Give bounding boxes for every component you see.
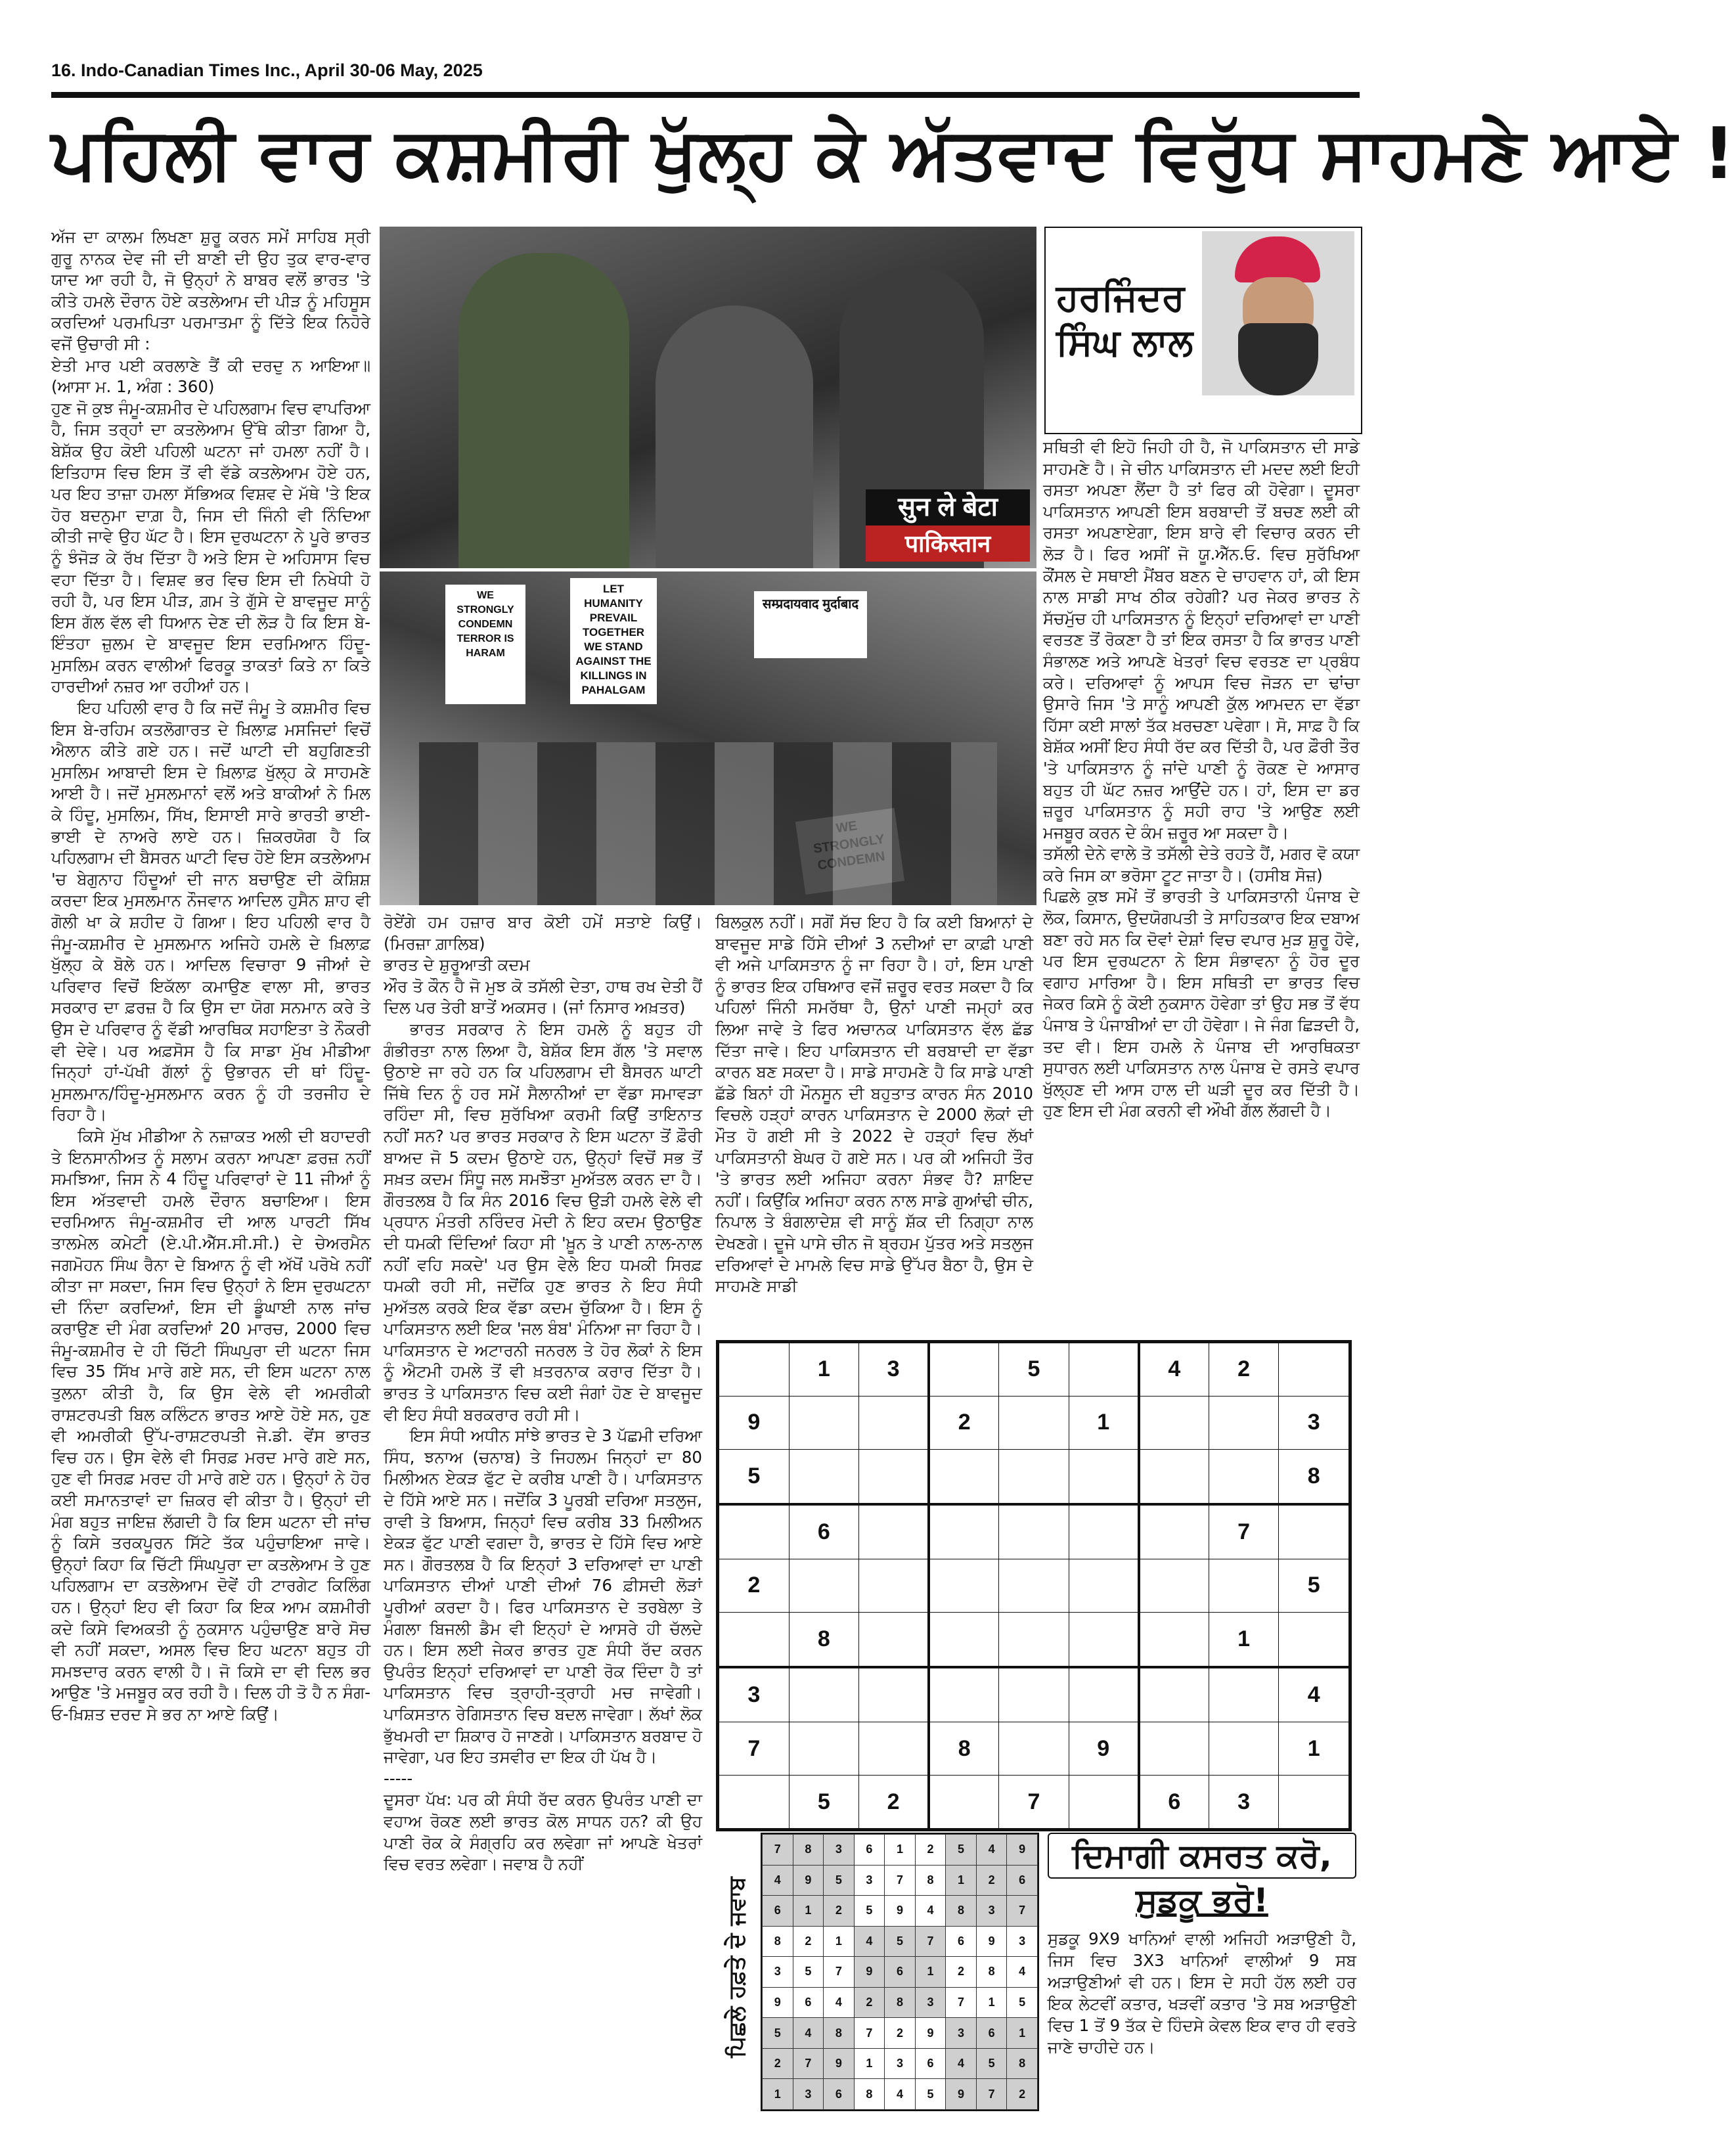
grid-cell[interactable] <box>929 1504 999 1559</box>
grid-cell[interactable] <box>719 1504 790 1559</box>
grid-cell[interactable]: 3 <box>1209 1776 1279 1829</box>
grid-cell: 6 <box>824 2079 855 2110</box>
grid-cell: 3 <box>885 2048 916 2079</box>
grid-cell: 6 <box>885 1957 916 1988</box>
grid-cell: 4 <box>976 1835 1007 1866</box>
grid-cell[interactable] <box>789 1559 859 1613</box>
grid-cell: 8 <box>763 1926 793 1957</box>
grid-cell: 5 <box>793 1957 824 1988</box>
sign-text: सुन ले बेटा <box>898 493 998 522</box>
paragraph: ਪਿਛਲੇ ਕੁਝ ਸਮੇਂ ਤੋਂ ਭਾਰਤੀ ਤੇ ਪਾਕਿਸਤਾਨੀ ਪੰਜਾਬ ਦੇ ਲੋਕ, ਕਿਸਾਨ, ਉਦਯੋਗਪਤੀ ਤੇ ਸਾਹਿਤਕਾਰ ਇਕ ਦਬਾਅ ਬਣਾ ਰਹੇ ਸਨ ਕਿ ਦੋਵਾਂ ਦੇਸ਼ਾਂ ਵਿਚ ਵਪਾਰ ਮੁੜ ਸ਼ੁਰੂ ਹੋਵੇ, ਪਰ ਇਸ ਦੁਰਘਟਨਾ ਨੇ ਇਸ ਸੰਭਾਵਨਾ ਨੂੰ ਹੋਰ ਦੂਰ ਵਗਾਹ ਮਾਰਿਆ ਹੈ। ਇਸ ਸਥਿਤੀ ਦਾ ਭਾਰਤ ਵਿਚ ਜੇਕਰ ਕਿਸੇ ਨੂੰ ਕੋਈ ਨੁਕਸਾਨ ਹੋਵੇਗਾ ਤਾਂ ਉਹ ਸਭ ਤੋਂ ਵੱਧ ਪੰਜਾਬ ਤੇ ਪੰਜਾਬੀਆਂ ਦਾ ਹੀ ਹੋਵੇਗਾ। ਜੇ ਜੰਗ ਛਿੜਦੀ ਹੈ, ਤਦ ਵੀ। ਇਸ ਹਮਲੇ ਨੇ ਪੰਜਾਬ ਦੀ ਆਰਥਿਕਤਾ ਸੁਧਾਰਨ ਲਈ ਪਾਕਿਸਤਾਨ ਨਾਲ ਪੰਜਾਬ ਦੇ ਰਸਤੇ ਵਪਾਰ ਖੁੱਲ੍ਹਣ ਦੀ ਆਸ ਹਾਲ ਦੀ ਘੜੀ ਦੂਰ ਕਰ ਦਿੱਤੀ ਹੈ। ਹੁਣ ਇਸ ਦੀ ਮੰਗ ਕਰਨੀ ਵੀ ਔਖੀ ਗੱਲ ਲੱਗਦੀ ਹੈ। <box>1043 887 1360 1121</box>
grid-cell: 1 <box>946 1865 977 1896</box>
grid-row <box>763 2079 1038 2110</box>
grid-cell[interactable] <box>999 1449 1069 1504</box>
grid-cell: 2 <box>946 1957 977 1988</box>
grid-cell[interactable] <box>1069 1612 1139 1667</box>
grid-cell: 5 <box>1007 1987 1038 2018</box>
author-name-line: ਸਿੰਘ ਲਾਲ <box>1056 321 1193 364</box>
grid-cell[interactable]: 5 <box>719 1449 790 1504</box>
grid-cell: 6 <box>854 1835 885 1866</box>
grid-cell[interactable] <box>1069 1449 1139 1504</box>
grid-cell[interactable] <box>789 1449 859 1504</box>
grid-cell: 8 <box>824 2018 855 2049</box>
grid-cell: 3 <box>915 1987 946 2018</box>
grid-cell: 3 <box>793 2079 824 2110</box>
article-column-4 <box>1043 437 1360 1330</box>
grid-cell[interactable] <box>999 1612 1069 1667</box>
grid-cell: 4 <box>885 2079 916 2110</box>
grid-cell: 4 <box>946 2048 977 2079</box>
article-column-1 <box>51 227 370 2105</box>
grid-cell[interactable] <box>859 1612 929 1667</box>
grid-cell: 1 <box>885 1835 916 1866</box>
sign-text: पाकिस्तान <box>866 525 1030 562</box>
paragraph: ਭਾਰਤ ਸਰਕਾਰ ਨੇ ਇਸ ਹਮਲੇ ਨੂੰ ਬਹੁਤ ਹੀ ਗੰਭੀਰਤਾ ਨਾਲ ਲਿਆ ਹੈ, ਬੇਸ਼ੱਕ ਇਸ ਗੱਲ 'ਤੇ ਸਵਾਲ ਉਠਾਏ ਜਾ ਰਹੇ ਹਨ ਕਿ ਪਹਿਲਗਾਮ ਦੀ ਬੈਸਰਨ ਘਾਟੀ ਜਿੱਥੇ ਦਿਨ ਨੂੰ ਹਰ ਸਮੇਂ ਸੈਲਾਨੀਆਂ ਦਾ ਵੱਡਾ ਸਮਾਵੜਾ ਰਹਿੰਦਾ ਸੀ, ਵਿਚ ਸੁਰੱਖਿਆ ਕਰਮੀ ਕਿਉਂ ਤਾਇਨਾਤ ਨਹੀਂ ਸਨ? ਪਰ ਭਾਰਤ ਸਰਕਾਰ ਨੇ ਇਸ ਘਟਨਾ ਤੋਂ ਫ਼ੌਰੀ ਬਾਅਦ ਜੋ 5 ਕਦਮ ਉਠਾਏ ਹਨ, ਉਨ੍ਹਾਂ ਵਿਚੋਂ ਸਭ ਤੋਂ ਸਖ਼ਤ ਕਦਮ ਸਿੰਧੂ ਜਲ ਸਮਝੌਤਾ ਮੁਅੱਤਲ ਕਰਨ ਦਾ ਹੈ। ਗੌਰਤਲਬ ਹੈ ਕਿ ਸੰਨ 2016 ਵਿਚ ਉੜੀ ਹਮਲੇ ਵੇਲੇ ਵੀ ਪ੍ਰਧਾਨ ਮੰਤਰੀ ਨਰਿੰਦਰ ਮੋਦੀ ਨੇ ਇਹ ਕਦਮ ਉਠਾਉਣ ਦੀ ਧਮਕੀ ਦਿੰਦਿਆਂ ਕਿਹਾ ਸੀ 'ਖ਼ੂਨ ਤੇ ਪਾਣੀ ਨਾਲ-ਨਾਲ ਨਹੀਂ ਵਹਿ ਸਕਦੇ' ਪਰ ਉਸ ਵੇਲੇ ਇਹ ਧਮਕੀ ਸਿਰਫ਼ ਧਮਕੀ ਰਹੀ ਸੀ, ਜਦੋਂਕਿ ਹੁਣ ਭਾਰਤ ਨੇ ਇਹ ਸੰਧੀ ਮੁਅੱਤਲ ਕਰਕੇ ਇਕ ਵੱਡਾ ਕਦਮ ਚੁੱਕਿਆ ਹੈ। ਇਸ ਨੂੰ ਪਾਕਿਸਤਾਨ ਲਈ ਇਕ 'ਜਲ ਬੰਬ' ਮੰਨਿਆ ਜਾ ਰਿਹਾ ਹੈ। ਪਾਕਿਸਤਾਨ ਦੇ ਅਟਾਰਨੀ ਜਨਰਲ ਤੇ ਹੋਰ ਲੋਕਾਂ ਨੇ ਇਸ ਨੂੰ ਐਟਮੀ ਹਮਲੇ ਤੋਂ ਵੀ ਖ਼ਤਰਨਾਕ ਕਰਾਰ ਦਿੱਤਾ ਹੈ। ਭਾਰਤ ਤੇ ਪਾਕਿਸਤਾਨ ਵਿਚ ਕਈ ਜੰਗਾਂ ਹੋਣ ਦੇ ਬਾਵਜੂਦ ਵੀ ਇਹ ਸੰਧੀ ਬਰਕਰਾਰ ਰਹੀ ਸੀ। <box>384 1019 702 1424</box>
grid-row <box>763 1865 1038 1896</box>
grid-cell[interactable]: 8 <box>1279 1449 1349 1504</box>
puzzle-description: ਸੁਡਕੂ 9X9 ਖਾਨਿਆਂ ਵਾਲੀ ਅਜਿਹੀ ਅੜਾਉਣੀ ਹੈ, ਜਿਸ ਵਿਚ 3X3 ਖਾਨਿਆਂ ਵਾਲੀਆਂ 9 ਸਬ ਅੜਾਉਣੀਆਂ ਵੀ ਹਨ। ਇਸ ਦੇ ਸਹੀ ਹੱਲ ਲਈ ਹਰ ਇਕ ਲੇਟਵੀਂ ਕਤਾਰ, ਖੜਵੀਂ ਕਤਾਰ 'ਤੇ ਸਬ ਅੜਾਉਣੀ ਵਿਚ 1 ਤੋਂ 9 ਤੱਕ ਦੇ ਹਿੰਦਸੇ ਕੇਵਲ ਇਕ ਵਾਰ ਹੀ ਵਰਤੇ ਜਾਣੇ ਚਾਹੀਦੇ ਹਨ। <box>1048 1929 1356 2057</box>
grid-row <box>719 1722 1349 1776</box>
subheading: ਭਾਰਤ ਦੇ ਸ਼ੁਰੂਆਤੀ ਕਦਮ <box>384 955 530 975</box>
grid-cell[interactable] <box>859 1722 929 1776</box>
protest-photo-top <box>380 227 1036 568</box>
grid-cell: 3 <box>763 1957 793 1988</box>
grid-cell: 7 <box>946 1987 977 2018</box>
grid-cell: 4 <box>854 1926 885 1957</box>
grid-cell: 8 <box>885 1987 916 2018</box>
grid-cell[interactable] <box>999 1504 1069 1559</box>
grid-cell: 6 <box>793 1987 824 2018</box>
answers-label <box>716 1833 757 2109</box>
grid-row <box>719 1559 1349 1613</box>
grid-cell[interactable] <box>929 1343 999 1397</box>
grid-cell[interactable] <box>1209 1722 1279 1776</box>
grid-cell: 9 <box>793 1865 824 1896</box>
grid-cell: 2 <box>915 1835 946 1866</box>
grid-cell[interactable] <box>1139 1504 1209 1559</box>
grid-cell[interactable] <box>1209 1396 1279 1449</box>
grid-cell[interactable] <box>929 1612 999 1667</box>
grid-cell[interactable] <box>1069 1504 1139 1559</box>
grid-cell[interactable]: 4 <box>1279 1667 1349 1722</box>
grid-cell: 2 <box>854 1987 885 2018</box>
grid-cell[interactable]: 2 <box>719 1559 790 1613</box>
grid-cell: 3 <box>854 1865 885 1896</box>
sudoku-table <box>719 1343 1349 1829</box>
grid-row <box>719 1504 1349 1559</box>
puzzle-title <box>1048 1833 1356 1922</box>
protest-photo-bottom <box>380 571 1036 905</box>
grid-cell[interactable]: 5 <box>789 1776 859 1829</box>
grid-row <box>763 2048 1038 2079</box>
paragraph: ਬਿਲਕੁਲ ਨਹੀਂ। ਸਗੋਂ ਸੱਚ ਇਹ ਹੈ ਕਿ ਕਈ ਬਿਆਨਾਂ ਦੇ ਬਾਵਜੂਦ ਸਾਡੇ ਹਿੱਸੇ ਦੀਆਂ 3 ਨਦੀਆਂ ਦਾ ਕਾਫ਼ੀ ਪਾਣੀ ਵੀ ਅਜੇ ਪਾਕਿਸਤਾਨ ਨੂੰ ਜਾ ਰਿਹਾ ਹੈ। ਹਾਂ, ਇਸ ਪਾਣੀ ਨੂੰ ਭਾਰਤ ਇਕ ਹਥਿਆਰ ਵਜੋਂ ਜ਼ਰੂਰ ਵਰਤ ਸਕਦਾ ਹੈ ਕਿ ਪਹਿਲਾਂ ਜਿੰਨੀ ਸਮਰੱਥਾ ਹੈ, ਉਨਾਂ ਪਾਣੀ ਜਮ੍ਹਾਂ ਕਰ ਲਿਆ ਜਾਵੇ ਤੇ ਫਿਰ ਅਚਾਨਕ ਪਾਕਿਸਤਾਨ ਵੱਲ ਛੱਡ ਦਿੱਤਾ ਜਾਵੇ। ਇਹ ਪਾਕਿਸਤਾਨ ਦੀ ਬਰਬਾਦੀ ਦਾ ਵੱਡਾ ਕਾਰਨ ਬਣ ਸਕਦਾ ਹੈ। ਸਾਡੇ ਸਾਹਮਣੇ ਹੈ ਕਿ ਸਾਡੇ ਪਾਣੀ ਛੱਡੇ ਬਿਨਾਂ ਹੀ ਮੌਨਸੂਨ ਦੀ ਬਹੁਤਾਤ ਕਾਰਨ ਸੰਨ 2010 ਵਿਚਲੇ ਹੜ੍ਹਾਂ ਕਾਰਨ ਪਾਕਿਸਤਾਨ ਦੇ 2000 ਲੋਕਾਂ ਦੀ ਮੌਤ ਹੋ ਗਈ ਸੀ ਤੇ 2022 ਦੇ ਹੜ੍ਹਾਂ ਵਿਚ ਲੱਖਾਂ ਪਾਕਿਸਤਾਨੀ ਬੇਘਰ ਹੋ ਗਏ ਸਨ। ਪਰ ਕੀ ਅਜਿਹੀ ਤੌਰ 'ਤੇ ਭਾਰਤ ਲਈ ਅਜਿਹਾ ਕਰਨਾ ਸੰਭਵ ਹੈ? ਸ਼ਾਇਦ ਨਹੀਂ। ਕਿਉਂਕਿ ਅਜਿਹਾ ਕਰਨ ਨਾਲ ਸਾਡੇ ਗੁਆਂਢੀ ਚੀਨ, ਨਿਪਾਲ ਤੇ ਬੰਗਲਾਦੇਸ਼ ਵੀ ਸਾਨੂੰ ਸ਼ੱਕ ਦੀ ਨਿਗ੍ਹਾ ਨਾਲ ਦੇਖਣਗੇ। ਦੂਜੇ ਪਾਸੇ ਚੀਨ ਜੋ ਬ੍ਰਹਮ ਪੁੱਤਰ ਅਤੇ ਸਤਲੁਜ ਦਰਿਆਵਾਂ ਦੇ ਮਾਮਲੇ ਵਿਚ ਸਾਡੇ ਉੱਪਰ ਬੈਠਾ ਹੈ, ਉਸ ਦੇ ਸਾਹਮਣੇ ਸਾਡੀ <box>715 912 1033 1296</box>
grid-cell: 6 <box>1007 1865 1038 1896</box>
grid-cell: 1 <box>1007 2018 1038 2049</box>
turban-shape <box>1235 236 1320 282</box>
grid-cell[interactable] <box>1139 1667 1209 1722</box>
grid-cell: 2 <box>885 2018 916 2049</box>
grid-cell[interactable] <box>719 1776 790 1829</box>
grid-cell: 3 <box>946 2018 977 2049</box>
grid-cell[interactable] <box>859 1396 929 1449</box>
grid-cell: 1 <box>915 1957 946 1988</box>
grid-cell[interactable] <box>999 1722 1069 1776</box>
grid-cell[interactable] <box>1139 1612 1209 1667</box>
grid-cell[interactable] <box>719 1343 790 1397</box>
grid-cell: 7 <box>915 1926 946 1957</box>
grid-cell: 6 <box>976 2018 1007 2049</box>
grid-cell[interactable] <box>789 1722 859 1776</box>
grid-row <box>719 1396 1349 1449</box>
puzzle-title-line: ਦਿਮਾਗੀ ਕਸਰਤ ਕਰੋ, <box>1048 1833 1356 1879</box>
paragraph: ਦੂਸਰਾ ਪੱਖ: ਪਰ ਕੀ ਸੰਧੀ ਰੱਦ ਕਰਨ ਉਪਰੰਤ ਪਾਣੀ ਦਾ ਵਹਾਅ ਰੋਕਣ ਲਈ ਭਾਰਤ ਕੋਲ ਸਾਧਨ ਹਨ? ਕੀ ਉਹ ਪਾਣੀ ਰੋਕ ਕੇ ਸੰਗ੍ਰਹਿ ਕਰ ਲਵੇਗਾ ਜਾਂ ਆਪਣੇ ਖੇਤਰਾਂ ਵਿਚ ਵਰਤ ਲਵੇਗਾ। ਜਵਾਬ ਹੈ ਨਹੀਂ <box>384 1790 702 1874</box>
person-silhouette <box>656 305 813 568</box>
grid-cell[interactable]: 9 <box>719 1396 790 1449</box>
grid-cell: 1 <box>793 1896 824 1927</box>
grid-cell[interactable]: 7 <box>719 1722 790 1776</box>
crowd <box>419 742 997 905</box>
answers-label-text: ਪਿਛਲੇ ਹਫ਼ਤੇ ਦੇ ਜਵਾਬ <box>724 1877 750 2058</box>
grid-cell: 8 <box>854 2079 885 2110</box>
grid-cell[interactable]: 7 <box>1209 1504 1279 1559</box>
grid-cell: 3 <box>976 1896 1007 1927</box>
grid-cell[interactable] <box>929 1776 999 1829</box>
grid-cell[interactable]: 1 <box>1209 1612 1279 1667</box>
grid-cell[interactable] <box>1069 1343 1139 1397</box>
quote: ਏਤੀ ਮਾਰ ਪਈ ਕਰਲਾਣੇ ਤੈਂ ਕੀ ਦਰਦੁ ਨ ਆਇਆ॥ (ਆਸਾ ਮ. 1, ਅੰਗ : 360) <box>51 355 370 397</box>
grid-cell: 2 <box>793 1926 824 1957</box>
grid-cell[interactable] <box>789 1396 859 1449</box>
grid-cell: 6 <box>763 1896 793 1927</box>
grid-cell[interactable]: 5 <box>999 1343 1069 1397</box>
grid-cell[interactable] <box>1209 1667 1279 1722</box>
grid-cell: 9 <box>763 1987 793 2018</box>
grid-cell: 5 <box>946 1835 977 1866</box>
grid-cell: 4 <box>763 1865 793 1896</box>
paragraph: ਹੁਣ ਜੋ ਕੁਝ ਜੰਮੂ-ਕਸ਼ਮੀਰ ਦੇ ਪਹਿਲਗਾਮ ਵਿਚ ਵਾਪਰਿਆ ਹੈ, ਜਿਸ ਤਰ੍ਹਾਂ ਦਾ ਕਤਲੇਆਮ ਉੱਥੇ ਕੀਤਾ ਗਿਆ ਹੈ, ਬੇਸ਼ੱਕ ਉਹ ਕੋਈ ਪਹਿਲੀ ਘਟਨਾ ਜਾਂ ਹਮਲਾ ਨਹੀਂ ਹੈ। ਇਤਿਹਾਸ ਵਿਚ ਇਸ ਤੋਂ ਵੀ ਵੱਡੇ ਕਤਲੇਆਮ ਹੋਏ ਹਨ, ਪਰ ਇਹ ਤਾਜ਼ਾ ਹਮਲਾ ਸੱਭਿਅਕ ਵਿਸ਼ਵ ਦੇ ਮੱਥੇ 'ਤੇ ਇਕ ਹੋਰ ਬਦਨੁਮਾ ਦਾਗ਼ ਹੈ, ਜਿਸ ਦੀ ਜਿੰਨੀ ਵੀ ਨਿੰਦਿਆ ਕੀਤੀ ਜਾਵੇ ਉਹ ਘੱਟ ਹੈ। ਇਸ ਦੁਰਘਟਨਾ ਨੇ ਪੂਰੇ ਭਾਰਤ ਨੂੰ ਝੰਜੋੜ ਕੇ ਰੱਖ ਦਿੱਤਾ ਹੈ ਅਤੇ ਇਸ ਦੇ ਅਹਿਸਾਸ ਵਿਚ ਵਹਾ ਦਿੱਤਾ ਹੈ। ਵਿਸ਼ਵ ਭਰ ਵਿਚ ਇਸ ਦੀ ਨਿਖੇਧੀ ਹੋ ਰਹੀ ਹੈ, ਪਰ ਇਸ ਪੀੜ, ਗ਼ਮ ਤੇ ਗੁੱਸੇ ਦੇ ਬਾਵਜੂਦ ਸਾਨੂੰ ਇਸ ਗੱਲ ਵੱਲ ਵੀ ਧਿਆਨ ਦੇਣ ਦੀ ਲੋੜ ਹੈ ਕਿ ਇਸ ਬੇ-ਇੰਤਹਾ ਜ਼ੁਲਮ ਦੇ ਬਾਵਜੂਦ ਇਸ ਦਰਮਿਆਨ ਹਿੰਦੂ-ਮੁਸਲਿਮ ਕਰਨ ਵਾਲੀਆਂ ਫਿਰਕੂ ਤਾਕਤਾਂ ਕਿਤੇ ਨਾ ਕਿਤੇ ਹਾਰਦੀਆਂ ਨਜ਼ਰ ਆ ਰਹੀਆਂ ਹਨ। <box>51 398 370 696</box>
grid-cell: 9 <box>885 1896 916 1927</box>
grid-cell[interactable]: 1 <box>789 1343 859 1397</box>
grid-cell[interactable] <box>1279 1343 1349 1397</box>
grid-row <box>763 1926 1038 1957</box>
grid-cell[interactable] <box>859 1504 929 1559</box>
protest-sign: LET HUMANITY PREVAIL TOGETHER WE STAND AGAINST THE KILLINGS IN PAHALGAM <box>570 578 657 704</box>
grid-cell: 5 <box>885 1926 916 1957</box>
grid-cell[interactable]: 3 <box>719 1667 790 1722</box>
grid-cell: 7 <box>854 2018 885 2049</box>
grid-cell[interactable]: 1 <box>1279 1722 1349 1776</box>
grid-cell: 2 <box>1007 2079 1038 2110</box>
grid-row <box>763 1957 1038 1988</box>
grid-row <box>763 1896 1038 1927</box>
grid-cell: 9 <box>976 1926 1007 1957</box>
grid-cell[interactable]: 9 <box>1069 1722 1139 1776</box>
grid-cell: 7 <box>1007 1896 1038 1927</box>
grid-row <box>763 1987 1038 2018</box>
grid-cell[interactable] <box>1209 1559 1279 1613</box>
grid-cell: 4 <box>915 1896 946 1927</box>
author-photo <box>1202 231 1354 395</box>
person-silhouette <box>458 253 629 568</box>
grid-cell[interactable] <box>1139 1396 1209 1449</box>
grid-cell[interactable] <box>1069 1776 1139 1829</box>
grid-cell: 8 <box>946 1896 977 1927</box>
grid-cell: 8 <box>1007 2048 1038 2079</box>
grid-cell[interactable] <box>999 1559 1069 1613</box>
article-column-2 <box>384 912 702 1874</box>
grid-cell: 7 <box>824 1957 855 1988</box>
puzzle-title-line: ਸੁਡਕੂ ਭਰੋ! <box>1136 1881 1268 1919</box>
grid-cell[interactable]: 8 <box>929 1722 999 1776</box>
grid-cell: 1 <box>854 2048 885 2079</box>
grid-cell: 4 <box>824 1987 855 2018</box>
grid-cell[interactable]: 2 <box>859 1776 929 1829</box>
grid-row <box>719 1667 1349 1722</box>
grid-cell[interactable] <box>929 1559 999 1613</box>
grid-cell: 5 <box>976 2048 1007 2079</box>
grid-cell: 2 <box>763 2048 793 2079</box>
protest-sign: WE STRONGLY CONDEMN TERROR IS HARAM <box>445 585 525 704</box>
quote: ਤਸੱਲੀ ਦੇਨੇ ਵਾਲੇ ਤੋ ਤਸੱਲੀ ਦੇਤੇ ਰਹਤੇ ਹੈਂ, ਮਗਰ ਵੋ ਕਯਾ ਕਰੇ ਜਿਸ ਕਾ ਭਰੋਸਾ ਟੂਟ ਜਾਤਾ ਹੈ। (ਹਸੀਬ ਸੋਜ਼) <box>1043 844 1360 885</box>
sudoku-grid <box>716 1340 1352 1831</box>
grid-cell: 8 <box>793 1835 824 1866</box>
grid-cell: 7 <box>793 2048 824 2079</box>
grid-row <box>719 1612 1349 1667</box>
grid-cell: 3 <box>824 1835 855 1866</box>
grid-cell[interactable] <box>1069 1559 1139 1613</box>
grid-cell[interactable]: 2 <box>929 1396 999 1449</box>
quote: ਔਰ ਤੋ ਕੌਨ ਹੈ ਜੋ ਮੁਝ ਕੋ ਤਸੱਲੀ ਦੇਤਾ, ਹਾਥ ਰਖ ਦੇਤੀ ਹੈਂ ਦਿਲ ਪਰ ਤੇਰੀ ਬਾਤੇਂ ਅਕਸਰ। (ਜਾਂ ਨਿਸਾਰ ਅਖ਼ਤਰ) <box>384 976 702 1017</box>
grid-cell: 4 <box>793 2018 824 2049</box>
grid-cell[interactable] <box>929 1449 999 1504</box>
grid-row <box>763 2018 1038 2049</box>
grid-cell[interactable] <box>859 1667 929 1722</box>
paragraph: ਕਿਸੇ ਮੁੱਖ ਮੀਡੀਆ ਨੇ ਨਜ਼ਾਕਤ ਅਲੀ ਦੀ ਬਹਾਦਰੀ ਤੇ ਇਨਸਾਨੀਅਤ ਨੂੰ ਸਲਾਮ ਕਰਨਾ ਆਪਣਾ ਫ਼ਰਜ਼ ਨਹੀਂ ਸਮਝਿਆ, ਜਿਸ ਨੇ 4 ਹਿੰਦੂ ਪਰਿਵਾਰਾਂ ਦੇ 11 ਜੀਆਂ ਨੂੰ ਇਸ ਅੱਤਵਾਦੀ ਹਮਲੇ ਦੌਰਾਨ ਬਚਾਇਆ। ਇਸ ਦਰਮਿਆਨ ਜੰਮੂ-ਕਸ਼ਮੀਰ ਦੀ ਆਲ ਪਾਰਟੀ ਸਿੱਖ ਤਾਲਮੇਲ ਕਮੇਟੀ (ਏ.ਪੀ.ਐੱਸ.ਸੀ.ਸੀ.) ਦੇ ਚੇਅਰਮੈਨ ਜਗਮੋਹਨ ਸਿੰਘ ਰੈਨਾ ਦੇ ਬਿਆਨ ਨੂੰ ਵੀ ਅੱਖੋਂ ਪਰੋਖੇ ਨਹੀਂ ਕੀਤਾ ਜਾ ਸਕਦਾ, ਜਿਸ ਵਿਚ ਉਨ੍ਹਾਂ ਨੇ ਇਸ ਦੁਰਘਟਨਾ ਦੀ ਨਿੰਦਾ ਕਰਦਿਆਂ, ਇਸ ਦੀ ਡੂੰਘਾਈ ਨਾਲ ਜਾਂਚ ਕਰਾਉਣ ਦੀ ਮੰਗ ਕਰਦਿਆਂ 20 ਮਾਰਚ, 2000 ਵਿਚ ਜੰਮੂ-ਕਸ਼ਮੀਰ ਦੇ ਹੀ ਚਿੱਟੀ ਸਿੰਘਪੁਰਾ ਦੀ ਘਟਨਾ ਜਿਸ ਵਿਚ 35 ਸਿੱਖ ਮਾਰੇ ਗਏ ਸਨ, ਦੀ ਇਸ ਘਟਨਾ ਨਾਲ ਤੁਲਨਾ ਕੀਤੀ ਹੈ, ਕਿ ਉਸ ਵੇਲੇ ਵੀ ਅਮਰੀਕੀ ਰਾਸ਼ਟਰਪਤੀ ਬਿਲ ਕਲਿੰਟਨ ਭਾਰਤ ਆਏ ਹੋਏ ਸਨ, ਹੁਣ ਵੀ ਅਮਰੀਕੀ ਉੱਪ-ਰਾਸ਼ਟਰਪਤੀ ਜੇ.ਡੀ. ਵੇਂਸ ਭਾਰਤ ਵਿਚ ਹਨ। ਉਸ ਵੇਲੇ ਵੀ ਸਿਰਫ਼ ਮਰਦ ਮਾਰੇ ਗਏ ਸਨ, ਹੁਣ ਵੀ ਸਿਰਫ਼ ਮਰਦ ਹੀ ਮਾਰੇ ਗਏ ਹਨ। ਉਨ੍ਹਾਂ ਨੇ ਹੋਰ ਕਈ ਸਮਾਨਤਾਵਾਂ ਦਾ ਜ਼ਿਕਰ ਵੀ ਕੀਤਾ ਹੈ। ਉਨ੍ਹਾਂ ਦੀ ਮੰਗ ਬਹੁਤ ਜਾਇਜ਼ ਲੱਗਦੀ ਹੈ ਕਿ ਇਸ ਘਟਨਾ ਦੀ ਜਾਂਚ ਨੂੰ ਕਿਸੇ ਤਰਕਪੂਰਨ ਸਿੱਟੇ ਤੱਕ ਪਹੁੰਚਾਇਆ ਜਾਵੇ। ਉਨ੍ਹਾਂ ਕਿਹਾ ਕਿ ਚਿੱਟੀ ਸਿੰਘਪੁਰਾ ਦਾ ਕਤਲੇਆਮ ਤੇ ਹੁਣ ਪਹਿਲਗਾਮ ਦਾ ਕਤਲੇਆਮ ਦੋਵੇਂ ਹੀ ਟਾਰਗੇਟ ਕਿਲਿੰਗ ਹਨ। ਉਨ੍ਹਾਂ ਇਹ ਵੀ ਕਿਹਾ ਕਿ ਇਕ ਆਮ ਕਸ਼ਮੀਰੀ ਕਦੇ ਕਿਸੇ ਵਿਅਕਤੀ ਨੂੰ ਨੁਕਸਾਨ ਪਹੁੰਚਾਉਣ ਬਾਰੇ ਸੋਚ ਵੀ ਨਹੀਂ ਸਕਦਾ, ਅਸਲ ਵਿਚ ਇਹ ਘਟਨਾ ਬਹੁਤ ਹੀ ਸਮਝਦਾਰ ਕਰਨ ਵਾਲੀ ਹੈ। ਜੋ ਕਿਸੇ ਦਾ ਵੀ ਦਿਲ ਭਰ ਆਉਣ 'ਤੇ ਮਜਬੂਰ ਕਰ ਰਹੀ ਹੈ। ਦਿਲ ਹੀ ਤੋ ਹੈ ਨ ਸੰਗ-ਓ-ਖ਼ਿਸ਼ਤ ਦਰਦ ਸੇ ਭਰ ਨਾ ਆਏ ਕਿਉਂ। <box>51 1126 370 1724</box>
grid-cell: 2 <box>824 1896 855 1927</box>
grid-cell: 6 <box>915 2048 946 2079</box>
grid-cell: 5 <box>763 2018 793 2049</box>
headline: ਪਹਿਲੀ ਵਾਰ ਕਸ਼ਮੀਰੀ ਖੁੱਲ੍ਹ ਕੇ ਅੱਤਵਾਦ ਵਿਰੁੱਧ ਸਾਹਮਣੇ ਆਏ ! <box>51 113 1736 195</box>
separator: ----- <box>384 1768 413 1788</box>
grid-cell[interactable]: 6 <box>789 1504 859 1559</box>
grid-row <box>763 1835 1038 1866</box>
grid-cell[interactable] <box>1139 1449 1209 1504</box>
grid-cell[interactable] <box>859 1449 929 1504</box>
grid-cell: 8 <box>976 1957 1007 1988</box>
grid-cell[interactable] <box>719 1612 790 1667</box>
grid-cell[interactable]: 7 <box>999 1776 1069 1829</box>
grid-row <box>719 1449 1349 1504</box>
header-rule <box>51 92 1360 98</box>
grid-cell: 7 <box>763 1835 793 1866</box>
grid-cell[interactable]: 8 <box>789 1612 859 1667</box>
grid-cell[interactable]: 2 <box>1209 1343 1279 1397</box>
grid-row <box>719 1343 1349 1397</box>
grid-cell[interactable]: 3 <box>1279 1396 1349 1449</box>
grid-cell[interactable] <box>1279 1504 1349 1559</box>
paragraph: ਇਸ ਸੰਧੀ ਅਧੀਨ ਸਾਂਝੇ ਭਾਰਤ ਦੇ 3 ਪੱਛਮੀ ਦਰਿਆ ਸਿੰਧ, ਝਨਾਅ (ਚਨਾਬ) ਤੇ ਜਿਹਲਮ ਜਿਨ੍ਹਾਂ ਦਾ 80 ਮਿਲੀਅਨ ਏਕੜ ਫੁੱਟ ਦੇ ਕਰੀਬ ਪਾਣੀ ਹੈ। ਪਾਕਿਸਤਾਨ ਦੇ ਹਿੱਸੇ ਆਏ ਸਨ। ਜਦੋਂਕਿ 3 ਪੂਰਬੀ ਦਰਿਆ ਸਤਲੁਜ, ਰਾਵੀ ਤੇ ਬਿਆਸ, ਜਿਨ੍ਹਾਂ ਵਿਚ ਕਰੀਬ 33 ਮਿਲੀਅਨ ਏਕੜ ਫੁੱਟ ਪਾਣੀ ਵਗਦਾ ਹੈ, ਭਾਰਤ ਦੇ ਹਿੱਸੇ ਵਿਚ ਆਏ ਸਨ। ਗੌਰਤਲਬ ਹੈ ਕਿ ਇਨ੍ਹਾਂ 3 ਦਰਿਆਵਾਂ ਦਾ ਪਾਣੀ ਪਾਕਿਸਤਾਨ ਦੀਆਂ ਪਾਣੀ ਦੀਆਂ 76 ਫ਼ੀਸਦੀ ਲੋੜਾਂ ਪੂਰੀਆਂ ਕਰਦਾ ਹੈ। ਫਿਰ ਪਾਕਿਸਤਾਨ ਦੇ ਤਰਬੇਲਾ ਤੇ ਮੰਗਲਾ ਬਿਜਲੀ ਡੈਮ ਵੀ ਇਨ੍ਹਾਂ ਦੇ ਆਸਰੇ ਹੀ ਚੱਲਦੇ ਹਨ। ਇਸ ਲਈ ਜੇਕਰ ਭਾਰਤ ਹੁਣ ਸੰਧੀ ਰੱਦ ਕਰਨ ਉਪਰੰਤ ਇਨ੍ਹਾਂ ਦਰਿਆਵਾਂ ਦਾ ਪਾਣੀ ਰੋਕ ਦਿੰਦਾ ਹੈ ਤਾਂ ਪਾਕਿਸਤਾਨ ਵਿਚ ਤ੍ਰਾਹੀ-ਤ੍ਰਾਹੀ ਮਚ ਜਾਵੇਗੀ। ਪਾਕਿਸਤਾਨ ਰੇਗਿਸਤਾਨ ਵਿਚ ਬਦਲ ਜਾਵੇਗਾ। ਲੱਖਾਂ ਲੋਕ ਭੁੱਖਮਰੀ ਦਾ ਸ਼ਿਕਾਰ ਹੋ ਜਾਣਗੇ। ਪਾਕਿਸਤਾਨ ਬਰਬਾਦ ਹੋ ਜਾਵੇਗਾ, ਪਰ ਇਹ ਤਸਵੀਰ ਦਾ ਇਕ ਹੀ ਪੱਖ ਹੈ। <box>384 1426 702 1767</box>
paragraph: ਇਹ ਪਹਿਲੀ ਵਾਰ ਹੈ ਕਿ ਜਦੋਂ ਜੰਮੂ ਤੇ ਕਸ਼ਮੀਰ ਵਿਚ ਇਸ ਬੇ-ਰਹਿਮ ਕਤਲੋਗਾਰਤ ਦੇ ਖ਼ਿਲਾਫ਼ ਮਸਜਿਦਾਂ ਵਿਚੋਂ ਐਲਾਨ ਕੀਤੇ ਗਏ ਹਨ। ਜਦੋਂ ਘਾਟੀ ਦੀ ਬਹੁਗਿਣਤੀ ਮੁਸਲਿਮ ਆਬਾਦੀ ਇਸ ਦੇ ਖ਼ਿਲਾਫ਼ ਖੁੱਲ੍ਹ ਕੇ ਸਾਹਮਣੇ ਆਈ ਹੈ। ਜਦੋਂ ਮੁਸਲਮਾਨਾਂ ਵਲੋਂ ਅਤੇ ਬਾਕੀਆਂ ਨੇ ਮਿਲ ਕੇ ਹਿੰਦੂ, ਮੁਸਲਿਮ, ਸਿੱਖ, ਇਸਾਈ ਸਾਰੇ ਭਾਰਤੀ ਭਾਈ-ਭਾਈ ਦੇ ਨਾਅਰੇ ਲਾਏ ਹਨ। ਜ਼ਿਕਰਯੋਗ ਹੈ ਕਿ ਪਹਿਲਗਾਮ ਦੀ ਬੈਸਰਨ ਘਾਟੀ ਵਿਚ ਹੋਏ ਇਸ ਕਤਲੇਆਮ 'ਚ ਬੇਗੁਨਾਹ ਹਿੰਦੂਆਂ ਦੀ ਜਾਨ ਬਚਾਉਣ ਦੀ ਕੋਸ਼ਿਸ਼ ਕਰਦਾ ਇਕ ਮੁਸਲਮਾਨ ਨੌਜਵਾਨ ਆਦਿਲ ਹੁਸੈਨ ਸ਼ਾਹ ਵੀ ਗੋਲੀ ਖਾ ਕੇ ਸ਼ਹੀਦ ਹੋ ਗਿਆ। ਇਹ ਪਹਿਲੀ ਵਾਰ ਹੈ ਜੰਮੂ-ਕਸ਼ਮੀਰ ਦੇ ਮੁਸਲਮਾਨ ਅਜਿਹੇ ਹਮਲੇ ਦੇ ਖ਼ਿਲਾਫ਼ ਖੁੱਲ੍ਹ ਕੇ ਬੋਲੇ ਹਨ। ਆਦਿਲ ਵਿਚਾਰਾ 9 ਜੀਆਂ ਦੇ ਪਰਿਵਾਰ ਵਿਚੋਂ ਇਕੱਲਾ ਕਮਾਉਣ ਵਾਲਾ ਸੀ, ਭਾਰਤ ਸਰਕਾਰ ਦਾ ਫ਼ਰਜ਼ ਹੈ ਕਿ ਉਸ ਦਾ ਯੋਗ ਸਨਮਾਨ ਕਰੇ ਤੇ ਉਸ ਦੇ ਪਰਿਵਾਰ ਨੂੰ ਵੱਡੀ ਆਰਥਿਕ ਸਹਾਇਤਾ ਤੇ ਨੌਕਰੀ ਵੀ ਦੇਵੇ। ਪਰ ਅਫ਼ਸੋਸ ਹੈ ਕਿ ਸਾਡਾ ਮੁੱਖ ਮੀਡੀਆ ਜਿਨ੍ਹਾਂ ਹਾਂ-ਪੱਖੀ ਗੱਲਾਂ ਨੂੰ ਉਭਾਰਨ ਦੀ ਥਾਂ ਹਿੰਦੂ-ਮੁਸਲਮਾਨ/ਹਿੰਦੂ-ਮੁਸਲਮਾਨ ਕਰਨ ਨੂੰ ਹੀ ਤਰਜੀਹ ਦੇ ਰਿਹਾ ਹੈ। <box>51 698 370 1125</box>
grid-cell[interactable] <box>999 1667 1069 1722</box>
grid-cell[interactable] <box>1279 1612 1349 1667</box>
paragraph: ਅੱਜ ਦਾ ਕਾਲਮ ਲਿਖਣਾ ਸ਼ੁਰੂ ਕਰਨ ਸਮੇਂ ਸਾਹਿਬ ਸ੍ਰੀ ਗੁਰੂ ਨਾਨਕ ਦੇਵ ਜੀ ਦੀ ਬਾਣੀ ਦੀ ਉਹ ਤੁਕ ਵਾਰ-ਵਾਰ ਯਾਦ ਆ ਰਹੀ ਹੈ, ਜੋ ਉਨ੍ਹਾਂ ਨੇ ਬਾਬਰ ਵਲੋਂ ਭਾਰਤ 'ਤੇ ਕੀਤੇ ਹਮਲੇ ਦੌਰਾਨ ਹੋਏ ਕਤਲੇਆਮ ਦੀ ਪੀੜ ਨੂੰ ਮਹਿਸੂਸ ਕਰਦਿਆਂ ਪਰਮਪਿਤਾ ਪਰਮਾਤਮਾ ਨੂੰ ਦਿੱਤੇ ਇਕ ਨਿਹੋਰੇ ਵਜੋਂ ਉਚਾਰੀ ਸੀ : <box>51 227 370 353</box>
grid-row <box>719 1776 1349 1829</box>
protest-sign <box>866 489 1030 562</box>
grid-cell: 9 <box>946 2079 977 2110</box>
grid-cell[interactable]: 1 <box>1069 1396 1139 1449</box>
grid-cell[interactable] <box>789 1667 859 1722</box>
grid-cell: 8 <box>915 1865 946 1896</box>
grid-cell: 5 <box>915 2079 946 2110</box>
grid-cell: 7 <box>976 2079 1007 2110</box>
grid-cell: 3 <box>1007 1926 1038 1957</box>
grid-cell[interactable] <box>929 1667 999 1722</box>
grid-cell: 9 <box>915 2018 946 2049</box>
grid-cell: 5 <box>824 1865 855 1896</box>
grid-cell[interactable]: 5 <box>1279 1559 1349 1613</box>
protest-sign: सम्प्रदायवाद मुर्दाबाद <box>754 591 867 658</box>
grid-cell: 9 <box>824 2048 855 2079</box>
answers-table <box>762 1834 1038 2110</box>
grid-cell: 1 <box>824 1926 855 1957</box>
grid-cell[interactable]: 4 <box>1139 1343 1209 1397</box>
author-name-line: ਹਰਜਿੰਦਰ <box>1056 277 1185 319</box>
grid-cell[interactable]: 3 <box>859 1343 929 1397</box>
grid-cell[interactable] <box>1139 1722 1209 1776</box>
grid-cell: 2 <box>976 1865 1007 1896</box>
grid-cell[interactable] <box>1279 1776 1349 1829</box>
grid-cell[interactable] <box>1069 1667 1139 1722</box>
grid-cell[interactable]: 6 <box>1139 1776 1209 1829</box>
issue-line: 16. Indo-Canadian Times Inc., April 30-06 May, 2025 <box>51 60 483 80</box>
grid-cell: 9 <box>854 1957 885 1988</box>
grid-cell: 5 <box>854 1896 885 1927</box>
previous-answers-grid <box>761 1833 1039 2111</box>
grid-cell: 1 <box>763 2079 793 2110</box>
grid-cell[interactable] <box>1139 1559 1209 1613</box>
grid-cell[interactable] <box>859 1559 929 1613</box>
grid-cell: 9 <box>1007 1835 1038 1866</box>
paragraph: ਸਥਿਤੀ ਵੀ ਇਹੋ ਜਿਹੀ ਹੀ ਹੈ, ਜੋ ਪਾਕਿਸਤਾਨ ਦੀ ਸਾਡੇ ਸਾਹਮਣੇ ਹੈ। ਜੇ ਚੀਨ ਪਾਕਿਸਤਾਨ ਦੀ ਮਦਦ ਲਈ ਇਹੀ ਰਸਤਾ ਅਪਣਾ ਲੈਂਦਾ ਹੈ ਤਾਂ ਫਿਰ ਕੀ ਹੋਵੇਗਾ। ਦੂਸਰਾ ਪਾਕਿਸਤਾਨ ਆਪਣੀ ਇਸ ਬਰਬਾਦੀ ਤੋਂ ਬਚਣ ਲਈ ਕੀ ਰਸਤਾ ਅਪਣਾਏਗਾ, ਇਸ ਬਾਰੇ ਵੀ ਵਿਚਾਰ ਕਰਨ ਦੀ ਲੋੜ ਹੈ। ਫਿਰ ਅਸੀਂ ਜੋ ਯੂ.ਐੱਨ.ਓ. ਵਿਚ ਸੁਰੱਖਿਆ ਕੌਂਸਲ ਦੇ ਸਥਾਈ ਮੈਂਬਰ ਬਣਨ ਦੇ ਚਾਹਵਾਨ ਹਾਂ, ਕੀ ਇਸ ਨਾਲ ਸਾਡੀ ਸਾਖ ਠੀਕ ਰਹੇਗੀ? ਪਰ ਜੇਕਰ ਭਾਰਤ ਨੇ ਸੱਚਮੁੱਚ ਹੀ ਪਾਕਿਸਤਾਨ ਨੂੰ ਇਨ੍ਹਾਂ ਦਰਿਆਵਾਂ ਦਾ ਪਾਣੀ ਵਰਤਣ ਤੋਂ ਰੋਕਣਾ ਹੈ ਤਾਂ ਇਕ ਰਸਤਾ ਹੈ ਕਿ ਭਾਰਤ ਪਾਣੀ ਸੰਭਾਲਣ ਅਤੇ ਆਪਣੇ ਖੇਤਰਾਂ ਵਿਚ ਵਰਤਣ ਦਾ ਪ੍ਰਬੰਧ ਕਰੇ। ਦਰਿਆਵਾਂ ਨੂੰ ਆਪਸ ਵਿਚ ਜੋੜਨ ਦਾ ਢਾਂਚਾ ਉਸਾਰੇ ਜਿਸ 'ਤੇ ਸਾਨੂੰ ਆਪਣੀ ਕੁੱਲ ਆਮਦਨ ਦਾ ਵੱਡਾ ਹਿੱਸਾ ਕਈ ਸਾਲਾਂ ਤੱਕ ਖ਼ਰਚਣਾ ਪਵੇਗਾ। ਸੋ, ਸਾਫ਼ ਹੈ ਕਿ ਬੇਸ਼ੱਕ ਅਸੀਂ ਇਹ ਸੰਧੀ ਰੱਦ ਕਰ ਦਿੱਤੀ ਹੈ, ਪਰ ਫ਼ੌਰੀ ਤੌਰ 'ਤੇ ਪਾਕਿਸਤਾਨ ਨੂੰ ਜਾਂਦੇ ਪਾਣੀ ਨੂੰ ਰੋਕਣ ਦੇ ਆਸਾਰ ਬਹੁਤ ਹੀ ਘੱਟ ਨਜ਼ਰ ਆਉਂਦੇ ਹਨ। ਹਾਂ, ਇਸ ਦਾ ਡਰ ਜ਼ਰੂਰ ਪਾਕਿਸਤਾਨ ਨੂੰ ਸਹੀ ਰਾਹ 'ਤੇ ਆਉਣ ਲਈ ਮਜਬੂਰ ਕਰਨ ਦੇ ਕੰਮ ਜ਼ਰੂਰ ਆ ਸਕਦਾ ਹੈ। <box>1043 437 1360 842</box>
grid-cell: 1 <box>976 1987 1007 2018</box>
quote: ਰੋਏਂਗੇ ਹਮ ਹਜ਼ਾਰ ਬਾਰ ਕੋਈ ਹਮੇਂ ਸਤਾਏ ਕਿਉਂ। (ਮਿਰਜ਼ਾ ਗ਼ਾਲਿਬ) <box>384 912 702 953</box>
grid-cell[interactable] <box>999 1396 1069 1449</box>
grid-cell: 6 <box>946 1926 977 1957</box>
beard-shape <box>1238 323 1318 395</box>
author-name <box>1056 276 1193 365</box>
grid-cell[interactable] <box>1209 1449 1279 1504</box>
grid-cell: 7 <box>885 1865 916 1896</box>
grid-cell: 4 <box>1007 1957 1038 1988</box>
